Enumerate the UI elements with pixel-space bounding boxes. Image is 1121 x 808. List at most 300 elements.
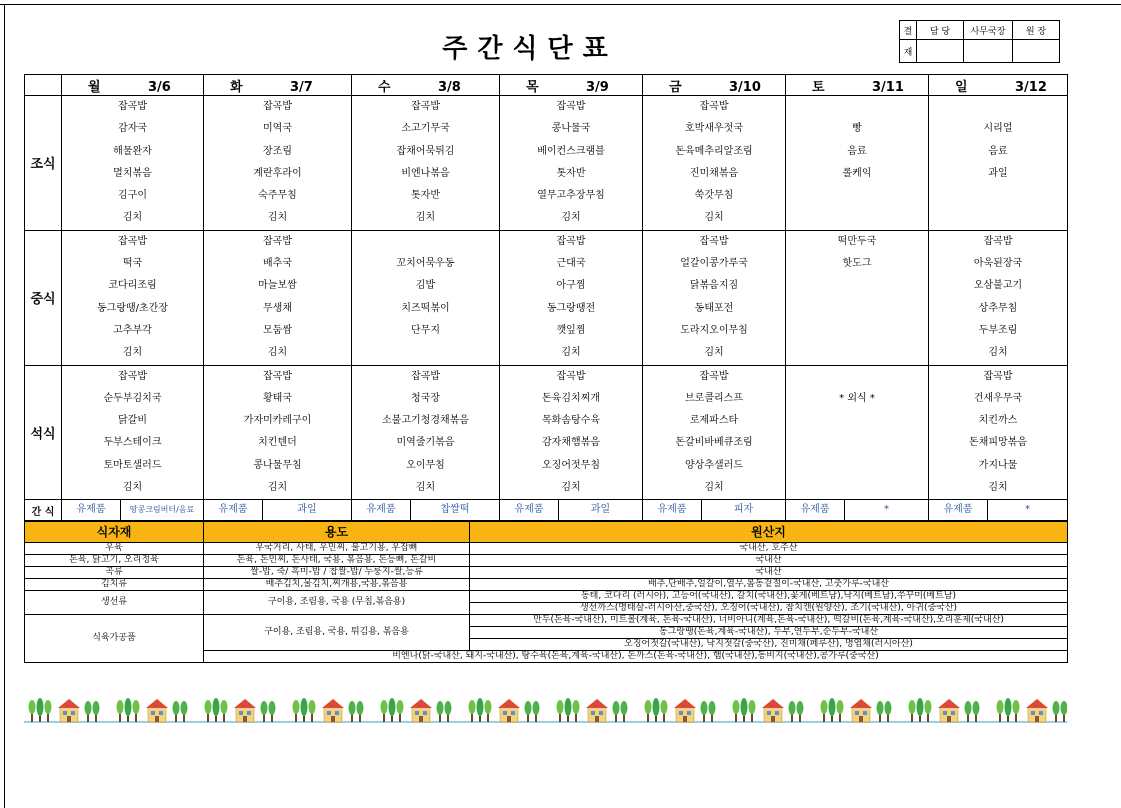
day-header-thu: 목 3/9	[500, 75, 643, 96]
menu-item	[786, 275, 928, 297]
menu-item: 잡곡밥	[118, 370, 147, 382]
menu-item: 진미채볶음	[689, 167, 739, 179]
menu-item: 잡곡밥	[411, 101, 440, 112]
day-header-fri: 금 3/10	[643, 75, 786, 96]
tree-icon	[125, 698, 132, 722]
menu-cell-sun	[929, 96, 1068, 231]
menu-item: 아구찜	[556, 280, 586, 292]
menu-item: 쑥갓무침	[694, 190, 734, 202]
menu-item: 황태국	[263, 392, 292, 404]
tree-icon	[621, 701, 628, 722]
menu-item: 김치	[704, 212, 724, 224]
tree-icon	[653, 698, 660, 722]
menu-item	[786, 366, 928, 388]
origin-row	[25, 567, 1068, 579]
meal-row	[25, 365, 1068, 500]
origin-header-use: 용도	[204, 522, 470, 543]
menu-cell-thu	[500, 96, 643, 231]
menu-cell-tue	[204, 230, 352, 365]
menu-item: 감자채햄볶음	[542, 437, 600, 449]
menu-item: 동그랑땡/초간장	[97, 302, 168, 314]
tree-icon	[261, 701, 268, 722]
menu-item: 꼬치어묵우동	[396, 258, 455, 270]
snack-cell-sat	[786, 500, 929, 521]
origin-food: 생선류	[25, 591, 204, 615]
tree-icon	[709, 701, 716, 722]
approval-sign-director[interactable]	[964, 40, 1013, 63]
tree-icon	[381, 700, 388, 722]
menu-item: 가자미카레구이	[243, 415, 312, 427]
day-header-wed: 수 3/8	[352, 75, 500, 96]
origin-food: 돈육, 닭고기, 오리정육	[25, 555, 204, 567]
tree-icon	[573, 700, 580, 722]
menu-item	[929, 185, 1067, 207]
tree-icon	[469, 700, 476, 722]
menu-item: 떡만두국	[837, 235, 877, 247]
snack-cell-mon	[62, 500, 204, 521]
menu-item: 미역줄기볶음	[396, 437, 455, 449]
house-icon	[674, 699, 696, 722]
menu-item	[786, 298, 928, 320]
tree-icon	[1013, 700, 1020, 722]
menu-cell-tue	[204, 365, 352, 500]
menu-item: 양상추샐러드	[685, 459, 743, 471]
tree-icon	[557, 700, 564, 722]
menu-item: 잡곡밥	[556, 101, 586, 112]
menu-cell-sun	[929, 365, 1068, 500]
menu-item: 김치	[988, 482, 1008, 494]
menu-item: 김치	[988, 347, 1008, 359]
menu-item: 김치	[561, 482, 581, 494]
snack-item-extra: 과일	[297, 504, 317, 516]
origin-use: 구이용, 조림용, 국용 (무침,볶음용)	[204, 591, 470, 615]
page-border-left	[4, 4, 5, 808]
ground-line	[24, 721, 1067, 723]
menu-item: 잡곡밥	[411, 370, 440, 382]
tree-icon	[749, 700, 756, 722]
approval-sign-charge[interactable]	[917, 40, 964, 63]
tree-icon	[925, 700, 932, 722]
tree-icon	[661, 700, 668, 722]
snack-item-dairy: 유제품	[352, 500, 411, 520]
tree-icon	[173, 701, 180, 722]
house-icon	[1026, 699, 1048, 722]
menu-item: 브로콜리스프	[685, 392, 743, 404]
origin-country: 동그랑땡(돈육,계육-국내산), 두부,연두부,순두부-국내산	[470, 627, 1068, 639]
menu-item	[786, 432, 928, 454]
snack-cell-tue	[204, 500, 352, 521]
tree-icon	[221, 700, 228, 722]
menu-item: 콩나물무침	[253, 459, 302, 471]
menu-item: 돈채피망볶음	[969, 437, 1027, 449]
menu-item: 건새우무국	[973, 392, 1023, 404]
tree-icon	[525, 701, 532, 722]
origin-use: 우국거리, 사태, 우민찌, 불고기용, 우잡뼈	[204, 543, 470, 555]
tree-icon	[205, 700, 212, 722]
meal-row	[25, 96, 1068, 231]
origin-country: 생선까스(명태살-러시아산,중국산), 오징어(국내산), 참치캔(원양산), 조기(국내산), 아귀(중국산)	[470, 603, 1068, 615]
snack-cell-wed	[352, 500, 500, 521]
menu-item: 김밥	[415, 280, 436, 292]
day-header-tue: 화 3/7	[204, 75, 352, 96]
tree-icon	[997, 700, 1004, 722]
menu-item: 콩나물국	[551, 123, 591, 135]
tree-icon	[477, 698, 484, 722]
menu-item: 김구이	[118, 190, 147, 202]
menu-cell-mon	[62, 230, 204, 365]
menu-item	[786, 207, 928, 229]
origin-food: 식육가공품	[25, 615, 204, 663]
menu-cell-thu	[500, 365, 643, 500]
weekly-menu-table	[24, 74, 1068, 521]
origin-header-origin: 원산지	[470, 522, 1068, 543]
snack-item-extra: *	[1025, 504, 1030, 516]
origin-row	[25, 555, 1068, 567]
tree-icon	[885, 701, 892, 722]
menu-item: 김치	[122, 347, 143, 359]
tree-icon	[973, 701, 980, 722]
menu-item: 얼갈이콩가루국	[680, 258, 748, 270]
menu-item: 김치	[267, 212, 288, 224]
tree-icon	[301, 698, 308, 722]
menu-cell-mon	[62, 365, 204, 500]
origin-header-food: 식자재	[25, 522, 204, 543]
menu-item	[786, 455, 928, 477]
menu-item: 잡곡밥	[263, 101, 292, 112]
menu-item: 미역국	[263, 123, 292, 135]
tree-icon	[565, 698, 572, 722]
menu-item: 김치	[267, 482, 288, 494]
menu-item: 두부조림	[978, 324, 1018, 336]
menu-item: 잡곡밥	[556, 235, 586, 247]
menu-item: 계란후라이	[253, 167, 302, 179]
menu-item: 돈육메추리알조림	[675, 145, 753, 157]
menu-item: 김치	[122, 212, 143, 224]
menu-item: 과일	[988, 167, 1008, 179]
menu-item: 톳자반	[411, 190, 440, 202]
tree-icon	[797, 701, 804, 722]
tree-icon	[613, 701, 620, 722]
menu-item	[786, 342, 928, 364]
menu-item: 가지나물	[978, 459, 1018, 471]
menu-cell-sat	[786, 96, 929, 231]
menu-item: 오이무침	[406, 459, 445, 471]
tree-icon	[917, 698, 924, 722]
tree-icon	[357, 701, 364, 722]
menu-item	[786, 477, 928, 499]
menu-item: 잡곡밥	[699, 235, 729, 247]
menu-cell-mon	[62, 96, 204, 231]
menu-cell-wed	[352, 365, 500, 500]
approval-col-charge: 담 당	[917, 21, 964, 40]
origin-header-row	[25, 522, 1068, 543]
menu-item	[786, 410, 928, 432]
snack-item-dairy: 유제품	[786, 500, 845, 520]
menu-item: 핫도그	[842, 258, 872, 270]
menu-item	[786, 185, 928, 207]
origin-use: 쌀-밥, 죽/ 흑미-밥 / 찹쌀-밥/ 누룽지-쌀,등류	[204, 567, 470, 579]
tree-icon	[733, 700, 740, 722]
tree-icon	[437, 701, 444, 722]
menu-item: 두부스테이크	[103, 437, 162, 449]
menu-cell-fri	[643, 365, 786, 500]
tree-icon	[741, 698, 748, 722]
menu-item: 음료	[847, 145, 867, 157]
menu-item: 무생채	[263, 302, 292, 314]
tree-icon	[445, 701, 452, 722]
menu-item: 김치	[415, 482, 436, 494]
tree-icon	[309, 700, 316, 722]
menu-item: 치킨까스	[978, 415, 1018, 427]
origin-country: 국내산, 호주산	[470, 543, 1068, 555]
house-icon	[322, 699, 344, 722]
menu-item	[929, 207, 1067, 229]
menu-item: 동그랑땡전	[546, 302, 596, 314]
meal-label: 중식	[25, 230, 62, 365]
menu-item: 빵	[852, 123, 862, 135]
origin-country: 만두(돈육-국내산), 미트볼(계육, 돈육-국내산), 너비아니(계육,돈육-국내산), 떡갈비(돈육,계육-국내산),오리훈제(국내산)	[470, 615, 1068, 627]
menu-item: 아욱된장국	[973, 258, 1023, 270]
menu-item: 닭볶음지짐	[689, 280, 739, 292]
menu-item: 시리얼	[983, 123, 1013, 135]
snack-cell-fri	[643, 500, 786, 521]
menu-item: 소고기무국	[401, 123, 450, 135]
tree-icon	[533, 701, 540, 722]
menu-item	[786, 320, 928, 342]
snack-cell-thu	[500, 500, 643, 521]
house-icon	[586, 699, 608, 722]
meal-row	[25, 230, 1068, 365]
approval-col-director: 사무국장	[964, 21, 1013, 40]
menu-item: 깻잎찜	[556, 324, 586, 336]
menu-item: 오징어젓무침	[542, 459, 600, 471]
snack-item-extra: 땅콩크림버터/음료	[129, 505, 195, 515]
menu-item: 로제파스타	[689, 415, 739, 427]
menu-item: 동태포전	[694, 302, 734, 314]
menu-cell-wed	[352, 230, 500, 365]
tree-icon	[821, 700, 828, 722]
menu-cell-tue	[204, 96, 352, 231]
menu-cell-sun	[929, 230, 1068, 365]
origin-row	[25, 615, 1068, 627]
tree-icon	[1005, 698, 1012, 722]
tree-icon	[349, 701, 356, 722]
menu-item	[352, 231, 499, 253]
menu-item: 치킨텐더	[258, 437, 297, 449]
origin-country: 동태, 코다리 (러시아), 고등어(국내산), 갈치(국내산),꽃게(베트남),낙지(베트남),쭈꾸미(베트남)	[470, 591, 1068, 603]
menu-item: * 외식 *	[839, 392, 875, 404]
tree-icon	[877, 701, 884, 722]
snack-item-dairy: 유제품	[929, 500, 988, 520]
menu-item: 잡곡밥	[699, 370, 729, 382]
tree-icon	[701, 701, 708, 722]
tree-icon	[965, 701, 972, 722]
village-decoration	[24, 693, 1067, 725]
snack-item-dairy: 유제품	[62, 500, 121, 520]
tree-icon	[1061, 701, 1068, 722]
house-icon	[146, 699, 168, 722]
tree-icon	[829, 698, 836, 722]
origin-row	[25, 591, 1068, 603]
tree-icon	[269, 701, 276, 722]
menu-item: 잡곡밥	[263, 235, 292, 247]
tree-icon	[789, 701, 796, 722]
origin-country: 비엔나(닭-국내산, 돼지-국내산), 탕수육(돈육,계육-국내산), 돈까스(돈육-국내산), 햄(국내산),동비지(국내산),콩가루(중국산)	[204, 651, 1068, 663]
menu-item: 잡곡밥	[983, 370, 1013, 382]
menu-item: 톳자반	[556, 167, 586, 179]
origin-food: 김치류	[25, 579, 204, 591]
menu-item: 닭갈비	[118, 415, 147, 427]
menu-item: 단무지	[411, 324, 440, 336]
menu-item: 열무고추장무침	[537, 190, 605, 202]
day-header-mon: 월 3/6	[62, 75, 204, 96]
menu-item	[352, 342, 499, 364]
menu-item: 호박새우젓국	[685, 123, 743, 135]
menu-item: 음료	[988, 145, 1008, 157]
meal-rows	[25, 96, 1068, 500]
menu-item: 잡곡밥	[118, 235, 147, 247]
tree-icon	[133, 700, 140, 722]
approval-label-top: 결	[900, 21, 917, 40]
menu-item: 코다리조림	[108, 280, 157, 292]
menu-item	[929, 96, 1067, 118]
snack-item-dairy: 유제품	[204, 500, 263, 520]
approval-sign-head[interactable]	[1013, 40, 1060, 63]
menu-item: 멸치볶음	[113, 167, 152, 179]
tree-icon	[117, 700, 124, 722]
tree-icon	[837, 700, 844, 722]
tree-icon	[37, 698, 44, 722]
origin-use: 돈육, 돈민찌, 돈사태, 국용, 볶음용, 돈등뼈, 돈갈비	[204, 555, 470, 567]
house-icon	[234, 699, 256, 722]
house-icon	[58, 699, 80, 722]
tree-icon	[909, 700, 916, 722]
menu-item: 목화솜탕수육	[542, 415, 600, 427]
menu-item: 도라지오이무침	[680, 324, 748, 336]
approval-label-bottom: 재	[900, 40, 917, 63]
menu-item: 고추부각	[113, 324, 152, 336]
meal-label: 석식	[25, 365, 62, 500]
approval-box	[899, 20, 1060, 63]
menu-item: 잡곡밥	[983, 235, 1013, 247]
menu-item: 배추국	[263, 258, 292, 270]
tree-icon	[45, 700, 52, 722]
menu-item: 김치	[122, 482, 143, 494]
menu-item: 비엔나볶음	[401, 167, 450, 179]
snack-item-dairy: 유제품	[643, 500, 702, 520]
origin-table	[24, 521, 1068, 663]
tree-icon	[397, 700, 404, 722]
snack-label: 간 식	[25, 500, 62, 521]
origin-country: 배추,단배추,얼갈이,열무,봄동겉절이-국내산, 고춧가루-국내산	[470, 579, 1068, 591]
origin-food: 우육	[25, 543, 204, 555]
origin-country: 오징어젓갈(국내산), 낙지젓갈(중국산), 진미채(페루산), 명엽채(러시아산)	[470, 639, 1068, 651]
approval-col-head: 원 장	[1013, 21, 1060, 40]
tree-icon	[293, 700, 300, 722]
menu-item: 장조림	[263, 145, 292, 157]
corner-cell	[25, 75, 62, 96]
menu-item: 마늘보쌈	[258, 280, 297, 292]
origin-row	[25, 543, 1068, 555]
menu-item: 떡국	[122, 258, 143, 270]
house-icon	[498, 699, 520, 722]
menu-item: 오삼불고기	[973, 280, 1023, 292]
tree-icon	[1053, 701, 1060, 722]
menu-item: 김치	[415, 212, 436, 224]
menu-cell-sat	[786, 365, 929, 500]
day-header-row	[25, 75, 1068, 96]
snack-item-extra: *	[884, 504, 889, 516]
menu-item: 김치	[704, 347, 724, 359]
page-title: 주간식단표	[442, 34, 618, 64]
menu-item: 잡채어묵튀김	[396, 145, 455, 157]
tree-icon	[29, 700, 36, 722]
menu-item: 김치	[704, 482, 724, 494]
menu-item: 청국장	[411, 392, 440, 404]
menu-item: 잡곡밥	[699, 101, 729, 112]
menu-item: 잡곡밥	[118, 101, 147, 112]
origin-use: 구이용, 조림용, 국용, 튀김용, 볶음용	[204, 615, 470, 651]
menu-item: 소불고기청경채볶음	[382, 415, 469, 427]
snack-row	[25, 500, 1068, 521]
menu-item: 잡곡밥	[263, 370, 292, 382]
house-icon	[938, 699, 960, 722]
tree-icon	[85, 701, 92, 722]
menu-item: 김치	[561, 212, 581, 224]
menu-item: 근대국	[556, 258, 586, 270]
snack-cell-sun	[929, 500, 1068, 521]
menu-item: 김치	[267, 347, 288, 359]
house-icon	[850, 699, 872, 722]
menu-item: 토마토샐러드	[103, 459, 162, 471]
origin-row	[25, 579, 1068, 591]
origin-use: 배추김치,물김치,찌개용,국용,볶음용	[204, 579, 470, 591]
meal-label: 조식	[25, 96, 62, 231]
menu-cell-sat	[786, 230, 929, 365]
snack-item-extra: 피자	[733, 504, 754, 516]
house-icon	[762, 699, 784, 722]
snack-item-dairy: 유제품	[500, 500, 559, 520]
tree-icon	[181, 701, 188, 722]
menu-item	[786, 96, 928, 118]
tree-icon	[389, 698, 396, 722]
menu-item: 숙주무침	[258, 190, 297, 202]
menu-item: 롤케익	[842, 167, 872, 179]
menu-item: 순두부김치국	[103, 392, 162, 404]
origin-country: 국내산	[470, 555, 1068, 567]
menu-item: 모둠쌈	[263, 324, 292, 336]
menu-item: 김치	[561, 347, 581, 359]
menu-item: 잡곡밥	[556, 370, 586, 382]
tree-icon	[213, 698, 220, 722]
menu-cell-fri	[643, 230, 786, 365]
origin-country: 국내산	[470, 567, 1068, 579]
menu-cell-thu	[500, 230, 643, 365]
day-header-sun: 일 3/12	[929, 75, 1068, 96]
tree-icon	[485, 700, 492, 722]
tree-icon	[93, 701, 100, 722]
house-icon	[410, 699, 432, 722]
menu-cell-wed	[352, 96, 500, 231]
menu-item: 상추무침	[978, 302, 1018, 314]
menu-item: 돈갈비바베큐조림	[675, 437, 753, 449]
snack-item-extra: 찹쌀떡	[440, 504, 470, 516]
menu-item: 감자국	[118, 123, 147, 135]
menu-item: 돈육김치찌개	[542, 392, 600, 404]
menu-cell-fri	[643, 96, 786, 231]
menu-item: 해물완자	[113, 145, 152, 157]
snack-item-extra: 과일	[590, 504, 611, 516]
